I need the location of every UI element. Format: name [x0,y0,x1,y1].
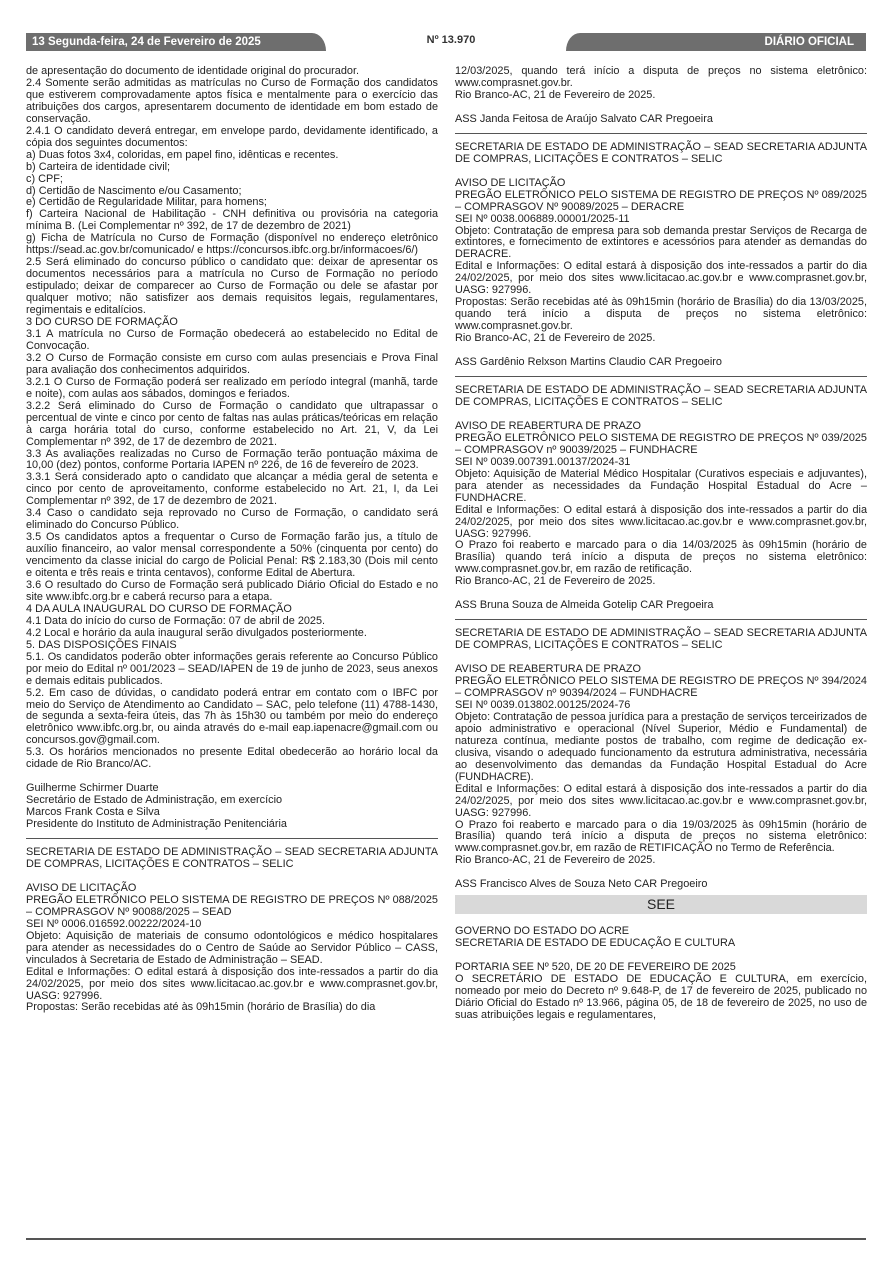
paragraph: 2.5 Será eliminado do concurso público o candidato que: deixar de apresentar os documentos necessários para a matrícula no Curso de Formação no período estipulado; deixar de comparecer ao Curso de Formação ou dele se afastar por qualquer motivo; não satisfizer aos demais requisitos legais, regulamentares, regimentais e editalícios. [26,256,438,317]
left-column [26,66,438,1014]
notice-line: O Prazo foi reaberto e marcado para o dia 14/03/2025 às 09h15min (horário de Brasília) quando terá início a disputa de preços no sistema eletrônico: www.comprasnet.gov.br, em razão de retificação. [455,539,867,576]
notice-line: Edital e Informações: O edital estará à disposição dos inte-ressados a partir do dia 24/02/2025, por meio dos sites www.licitacao.ac.gov.br e www.comprasnet.gov.br, UASG: 927996. [455,782,867,819]
signature-role: Presidente do Instituto de Administração Penitenciária [26,818,287,831]
notice-line: Propostas: Serão recebidas até às 09h15min (horário de Brasília) do dia 13/03/2025, quando terá início a disputa de preços no sistema eletrônico: www.comprasnet.gov.br. [455,296,867,333]
paragraph: 3.4 Caso o candidato seja reprovado no Curso de Formação, o candidato será eliminado do Concurso Público. [26,507,438,532]
notice-line: SEI Nº 0038.006889.00001/2025-11 [455,212,630,225]
list-item: d) Certidão de Nascimento e/ou Casamento; [26,184,242,197]
signature-name: Guilherme Schirmer Duarte [26,782,159,795]
footer-rule [26,1238,866,1240]
notice-line: O Prazo foi reaberto e marcado para o dia 19/03/2025 às 09h15min (horário de Brasília) quando terá início a disputa de preços no sistema eletrônico: www.comprasnet.gov.br, em razão de RETIFICAÇÃO no Termo de Referência. [455,818,867,855]
paragraph: 3.2 O Curso de Formação consiste em curso com aulas presenciais e Prova Final para avaliação dos conhecimentos adquiridos. [26,351,438,376]
paragraph: 4.1 Data do início do curso de Formação: 07 de abril de 2025. [26,614,326,627]
paragraph: 3.5 Os candidatos aptos a frequentar o Curso de Formação farão jus, a título de auxílio financeiro, ao valor mensal correspondente a 50% (cinquenta por cento) do vencimento da classe inicial do cargo de Policial Penal: R$ 2.183,30 (Dois mil cento e oitenta e três reais e trinta centavos), conforme Edital de Abertura. [26,531,438,580]
notice-title: AVISO DE LICITAÇÃO [455,176,566,189]
notice-line: PREGÃO ELETRÔNICO PELO SISTEMA DE REGISTRO DE PREÇOS Nº 039/2025 – COMPRASGOV nº 90039/2025 – FUNDHACRE [455,431,867,456]
paragraph: 3.6 O resultado do Curso de Formação será publicado Diário Oficial do Estado e no site www.ibfc.org.br e caberá recurso para a etapa. [26,578,438,603]
paragraph: 3.2.1 O Curso de Formação poderá ser realizado em período integral (manhã, tarde e noite), com aulas aos sábados, domingos e feriados. [26,375,438,400]
notice-line: Objeto: Contratação de pessoa jurídica para a prestação de serviços terceirizados de apoio administrativo e operacional (Nível Superior, Médio e Fundamental) de natureza contínua, mediante postos de trabalho, com regime de dedicação ex-clusiva, visando o adequado funcionamento da estrutura administrativa, necessária ao desenvolvimento das demandas da Fundação Hospital Estadual do Acre (FUNDHACRE). [455,710,867,783]
paragraph: 5.3. Os horários mencionados no presente Edital obedecerão ao horário local da cidade de Rio Branco/AC. [26,746,438,771]
divider [455,133,867,134]
notice-org: SECRETARIA DE ESTADO DE ADMINISTRAÇÃO – SEAD SECRETARIA ADJUNTA DE COMPRAS, LICITAÇÕES E CONTRATOS – SELIC [455,384,867,408]
notice-line: Edital e Informações: O edital estará à disposição dos inte-ressados a partir do dia 24/02/2025, por meio dos sites www.licitacao.ac.gov.br e www.comprasnet.gov.br, UASG: 927996. [455,260,867,297]
notice-line: Rio Branco-AC, 21 de Fevereiro de 2025. [455,575,656,588]
notice-title: AVISO DE REABERTURA DE PRAZO [455,419,641,432]
paragraph: 3.1 A matrícula no Curso de Formação obedecerá ao estabelecido no Edital de Convocação. [26,327,438,352]
list-item: b) Carteira de identidade civil; [26,160,171,173]
header-issue-number: Nº 13.970 [426,34,476,46]
signature-role: Secretário de Estado de Administração, em exercício [26,794,283,807]
paragraph: 2.4.1 O candidato deverá entregar, em envelope pardo, devidamente identificado, a cópia dos seguintes documentos: [26,124,438,149]
notice-line: Objeto: Aquisição de Material Médico Hospitalar (Curativos especiais e adjuvantes), para atender as necessidades da Fundação Hospital Estadual do Acre – FUNDHACRE. [455,467,867,504]
notice-line: SEI Nº 0006.016592.00222/2024-10 [26,917,202,930]
paragraph: 3.3.1 Será considerado apto o candidato que alcançar a média geral de setenta e cinco por cento de aproveitamento, conforme estabelecido no Art. 21, I, da Lei Complementar nº 392, de 17 de dezembro de 2021. [26,471,438,508]
section-heading: 4 DA AULA INAUGURAL DO CURSO DE FORMAÇÃO [26,602,292,615]
paragraph: 5.1. Os candidatos poderão obter informações gerais referente ao Concurso Público por meio do Edital nº 001/2023 – SEAD/IAPEN de 19 de junho de 2023, seus anexos e demais editais publicados. [26,650,438,687]
notice-line: Objeto: Contratação de empresa para sob demanda prestar Serviços de Recarga de extintores, e fornecimento de extintores e acessórios para atender as demandas do DERACRE. [455,224,867,261]
notice-signature: ASS Gardênio Relxson Martins Claudio CAR Pregoeiro [455,356,722,369]
notice-line: Rio Branco-AC, 21 de Fevereiro de 2025. [455,88,656,101]
list-item: e) Certidão de Regularidade Militar, para homens; [26,196,267,209]
page-header [26,33,866,51]
portaria-title: PORTARIA SEE Nº 520, DE 20 DE FEVEREIRO DE 2025 [455,961,736,974]
notice-line: Edital e Informações: O edital estará à disposição dos inte-ressados a partir do dia 24/02/2025, por meio dos sites www.licitacao.ac.gov.br e www.comprasnet.gov.br, UASG: 927996. [455,503,867,540]
notice-line: 12/03/2025, quando terá início a disputa de preços no sistema eletrônico: www.comprasnet.gov.br. [455,65,867,89]
notice-title: AVISO DE LICITAÇÃO [26,881,137,894]
signature-name: Marcos Frank Costa e Silva [26,806,160,819]
paragraph: 4.2 Local e horário da aula inaugural serão divulgados posteriormente. [26,626,367,639]
notice-line: SEI Nº 0039.007391.00137/2024-31 [455,455,631,468]
paragraph: 2.4 Somente serão admitidas as matrículas no Curso de Formação dos candidatos que estiverem comprovadamente aptos física e mentalmente para o exercício das atribuições dos cargos, apresentarem documento de identidade em bom estado de conservação. [26,76,438,125]
notice-signature: ASS Francisco Alves de Souza Neto CAR Pregoeiro [455,878,708,891]
notice-signature: ASS Janda Feitosa de Araújo Salvato CAR Pregoeira [455,112,713,125]
section-bar-see: SEE [455,895,867,914]
notice-line: PREGÃO ELETRÔNICO PELO SISTEMA DE REGISTRO DE PREÇOS Nº 089/2025 – COMPRASGOV Nº 90089/2025 – DERACRE [455,188,867,213]
notice-org: SECRETARIA DE ESTADO DE ADMINISTRAÇÃO – SEAD SECRETARIA ADJUNTA DE COMPRAS, LICITAÇÕES E CONTRATOS – SELIC [26,846,438,870]
list-item: c) CPF; [26,172,63,185]
notice-line: SEI Nº 0039.013802.00125/2024-76 [455,698,631,711]
notice-signature: ASS Bruna Souza de Almeida Gotelip CAR Pregoeira [455,599,714,612]
header-publication-name: DIÁRIO OFICIAL [566,33,866,51]
notice-org: SECRETARIA DE ESTADO DE ADMINISTRAÇÃO – SEAD SECRETARIA ADJUNTA DE COMPRAS, LICITAÇÕES E CONTRATOS – SELIC [455,627,867,652]
notice-title: AVISO DE REABERTURA DE PRAZO [455,663,641,676]
government-name: GOVERNO DO ESTADO DO ACRE [455,925,630,938]
list-item: g) Ficha de Matrícula no Curso de Formação (disponível no endereço eletrônico https://sead.ac.gov.br/comunicado/ e https://concursos.ibfc.org.br/informacoes/6/) [26,232,438,257]
right-column [455,66,867,1022]
notice-line: PREGÃO ELETRÔNICO PELO SISTEMA DE REGISTRO DE PREÇOS Nº 088/2025 – COMPRASGOV Nº 90088/2025 – SEAD [26,893,438,918]
header-date: 13 Segunda-feira, 24 de Fevereiro de 2025 [26,33,326,51]
divider [455,619,867,620]
divider [26,838,438,839]
paragraph: 3.2.2 Será eliminado do Curso de Formação o candidato que ultrapassar o percentual de vinte e cinco por cento de faltas nas aulas práticas/teóricas em relação à carga horária total do curso, conforme estabelecido no Art. 21, V, da Lei Complementar nº 392, de 17 de dezembro de 2021. [26,399,438,448]
section-heading: 5. DAS DISPOSIÇÕES FINAIS [26,638,177,651]
notice-line: Edital e Informações: O edital estará à disposição dos inte-ressados a partir do dia 24/02/2025, por meio dos sites www.licitacao.ac.gov.br e www.comprasnet.gov.br, UASG: 927996. [26,965,438,1002]
divider [455,376,867,377]
list-item: f) Carteira Nacional de Habilitação - CNH definitiva ou provisória na categoria mínima B. (Lei Complementar nº 392, de 17 de dezembro de 2021) [26,208,438,233]
paragraph: de apresentação do documento de identidade original do procurador. [26,65,360,77]
paragraph: 3.3 As avaliações realizadas no Curso de Formação terão pontuação máxima de 10,00 (dez) pontos, conforme Portaria IAPEN nº 226, de 16 de fevereiro de 2023. [26,447,438,472]
notice-line: PREGÃO ELETRÔNICO PELO SISTEMA DE REGISTRO DE PREÇOS Nº 394/2024 – COMPRASGOV nº 90394/2024 – FUNDHACRE [455,675,867,700]
notice-org: SECRETARIA DE ESTADO DE ADMINISTRAÇÃO – SEAD SECRETARIA ADJUNTA DE COMPRAS, LICITAÇÕES E CONTRATOS – SELIC [455,140,867,165]
secretariat-name: SECRETARIA DE ESTADO DE EDUCAÇÃO E CULTURA [455,937,736,950]
notice-line: Rio Branco-AC, 21 de Fevereiro de 2025. [455,332,656,345]
section-heading: 3 DO CURSO DE FORMAÇÃO [26,316,178,329]
notice-line: Objeto: Aquisição de materiais de consumo odontológicos e médico hospitalares para atender as necessidades do o Centro de Saúde ao Servidor Público – CASS, vinculados à Secretaria de Estado de Administração – SEAD. [26,929,438,966]
paragraph: O SECRETÁRIO DE ESTADO DE EDUCAÇÃO E CULTURA, em exercício, nomeado por meio do Decreto nº 9.648-P, de 17 de fevereiro de 2025, publicado no Diário Oficial do Estado nº 13.966, página 05, de 18 de fevereiro de 2025, no uso de suas atribuições legais e regulamentares, [455,973,867,1021]
list-item: a) Duas fotos 3x4, coloridas, em papel fino, idênticas e recentes. [26,148,339,161]
notice-line: Rio Branco-AC, 21 de Fevereiro de 2025. [455,854,656,867]
notice-line: Propostas: Serão recebidas até às 09h15min (horário de Brasília) do dia [26,1001,376,1014]
paragraph: 5.2. Em caso de dúvidas, o candidato poderá entrar em contato com o IBFC por meio do Serviço de Atendimento ao Candidato – SAC, pelo telefone (11) 4788-1430, de segunda a sexta-feira úteis, das 7h às 15h30 ou também por meio do endereço eletrônico www.ibfc.org.br, ou ainda através do e-mail eap.iapenacre@gmail.com ou concursos.gov@gmail.com. [26,686,438,747]
